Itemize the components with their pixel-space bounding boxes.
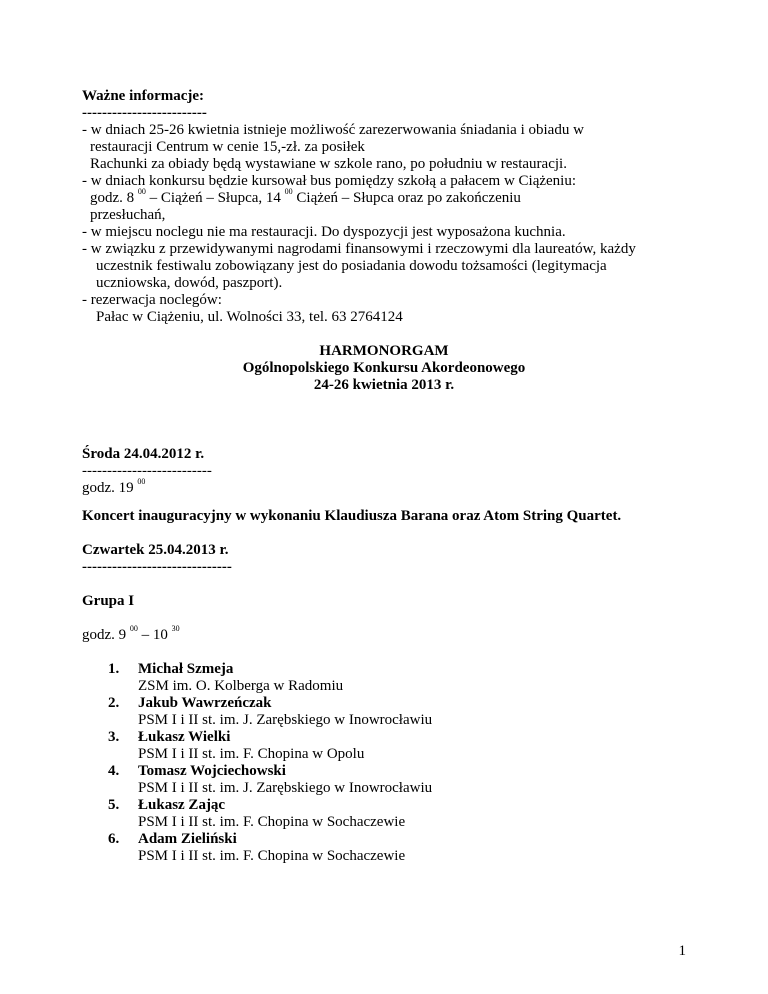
info-line: - w dniach 25-26 kwietnia istnieje możliwość zarezerwowania śniadania i obiadu w	[82, 122, 584, 138]
time-text: godz. 19	[82, 480, 138, 496]
day1-section	[82, 446, 212, 497]
participant-name: Michał Szmeja	[138, 661, 234, 677]
time-sup: 00	[137, 477, 146, 486]
title-line-3: 24-26 kwietnia 2013 r.	[313, 377, 455, 393]
time-sup: 00	[284, 187, 293, 196]
time-sup: 00	[137, 187, 146, 196]
bus-time-text: – Ciążeń – Słupca, 14	[145, 190, 285, 206]
day2-section	[82, 542, 232, 576]
info-line: restauracji Centrum w cenie 15,-zł. za posiłek	[90, 139, 365, 155]
participant-name: Łukasz Zając	[138, 797, 226, 813]
participant-name: Łukasz Wielki	[138, 729, 231, 745]
info-line: - w dniach konkursu będzie kursował bus pomiędzy szkołą a pałacem w Ciążeniu:	[82, 173, 577, 189]
info-line: - w miejscu noclegu nie ma restauracji. Do dyspozycji jest wyposażona kuchnia.	[82, 224, 566, 240]
info-line: - rezerwacja noclegów:	[82, 292, 222, 308]
bus-time-text: godz. 8	[90, 190, 138, 206]
participant-school: PSM I i II st. im. F. Chopina w Sochaczewie	[138, 848, 406, 864]
participant-school: PSM I i II st. im. F. Chopina w Opolu	[138, 746, 365, 762]
concert-line: Koncert inauguracyjny w wykonaniu Klaudiusza Barana oraz Atom String Quartet.	[82, 508, 622, 524]
participant-school: ZSM im. O. Kolberga w Radomiu	[138, 678, 344, 694]
info-heading: Ważne informacje:	[82, 88, 205, 104]
time-sup: 30	[171, 624, 180, 633]
day1-separator: --------------------------	[82, 463, 212, 479]
participant-number: 4.	[108, 763, 120, 779]
day1-time	[82, 477, 212, 497]
participant-number: 3.	[108, 729, 120, 745]
participant-school: PSM I i II st. im. J. Zarębskiego w Inowrocławiu	[138, 780, 433, 796]
day2-separator: ------------------------------	[82, 559, 232, 575]
day2-heading: Czwartek 25.04.2013 r.	[82, 542, 229, 558]
info-separator: -------------------------	[82, 105, 207, 121]
bus-schedule-line	[82, 187, 636, 207]
group-time	[82, 624, 180, 644]
participant-name: Jakub Wawrzeńczak	[138, 695, 272, 711]
page-number: 1	[678, 943, 686, 959]
participant-school: PSM I i II st. im. J. Zarębskiego w Inowrocławiu	[138, 712, 433, 728]
info-line: Rachunki za obiady będą wystawiane w szkole rano, po południu w restauracji.	[90, 156, 567, 172]
bus-time-text: Ciążeń – Słupca oraz po zakończeniu	[292, 190, 521, 206]
participant-number: 5.	[108, 797, 120, 813]
title-line-2: Ogólnopolskiego Konkursu Akordeonowego	[242, 360, 526, 376]
info-line: przesłuchań,	[90, 207, 166, 223]
time-text: godz. 9	[82, 627, 130, 643]
info-line: uczestnik festiwalu zobowiązany jest do posiadania dowodu tożsamości (legitymacja	[96, 258, 607, 274]
info-line: uczniowska, dowód, paszport).	[96, 275, 283, 291]
info-line: Pałac w Ciążeniu, ul. Wolności 33, tel. 63 2764124	[96, 309, 403, 325]
participant-name: Adam Zieliński	[138, 831, 237, 847]
time-text: – 10	[137, 627, 172, 643]
participant-number: 2.	[108, 695, 120, 711]
participant-number: 1.	[108, 661, 120, 677]
group-heading: Grupa I	[82, 593, 135, 609]
participant-number: 6.	[108, 831, 120, 847]
info-line: - w związku z przewidywanymi nagrodami finansowymi i rzeczowymi dla laureatów, każdy	[82, 241, 636, 257]
info-section	[82, 88, 636, 326]
time-sup: 00	[129, 624, 138, 633]
participant-school: PSM I i II st. im. F. Chopina w Sochaczewie	[138, 814, 406, 830]
title-line-1: HARMONORGAM	[319, 343, 449, 359]
participant-name: Tomasz Wojciechowski	[138, 763, 286, 779]
day1-heading: Środa 24.04.2012 r.	[82, 446, 205, 462]
